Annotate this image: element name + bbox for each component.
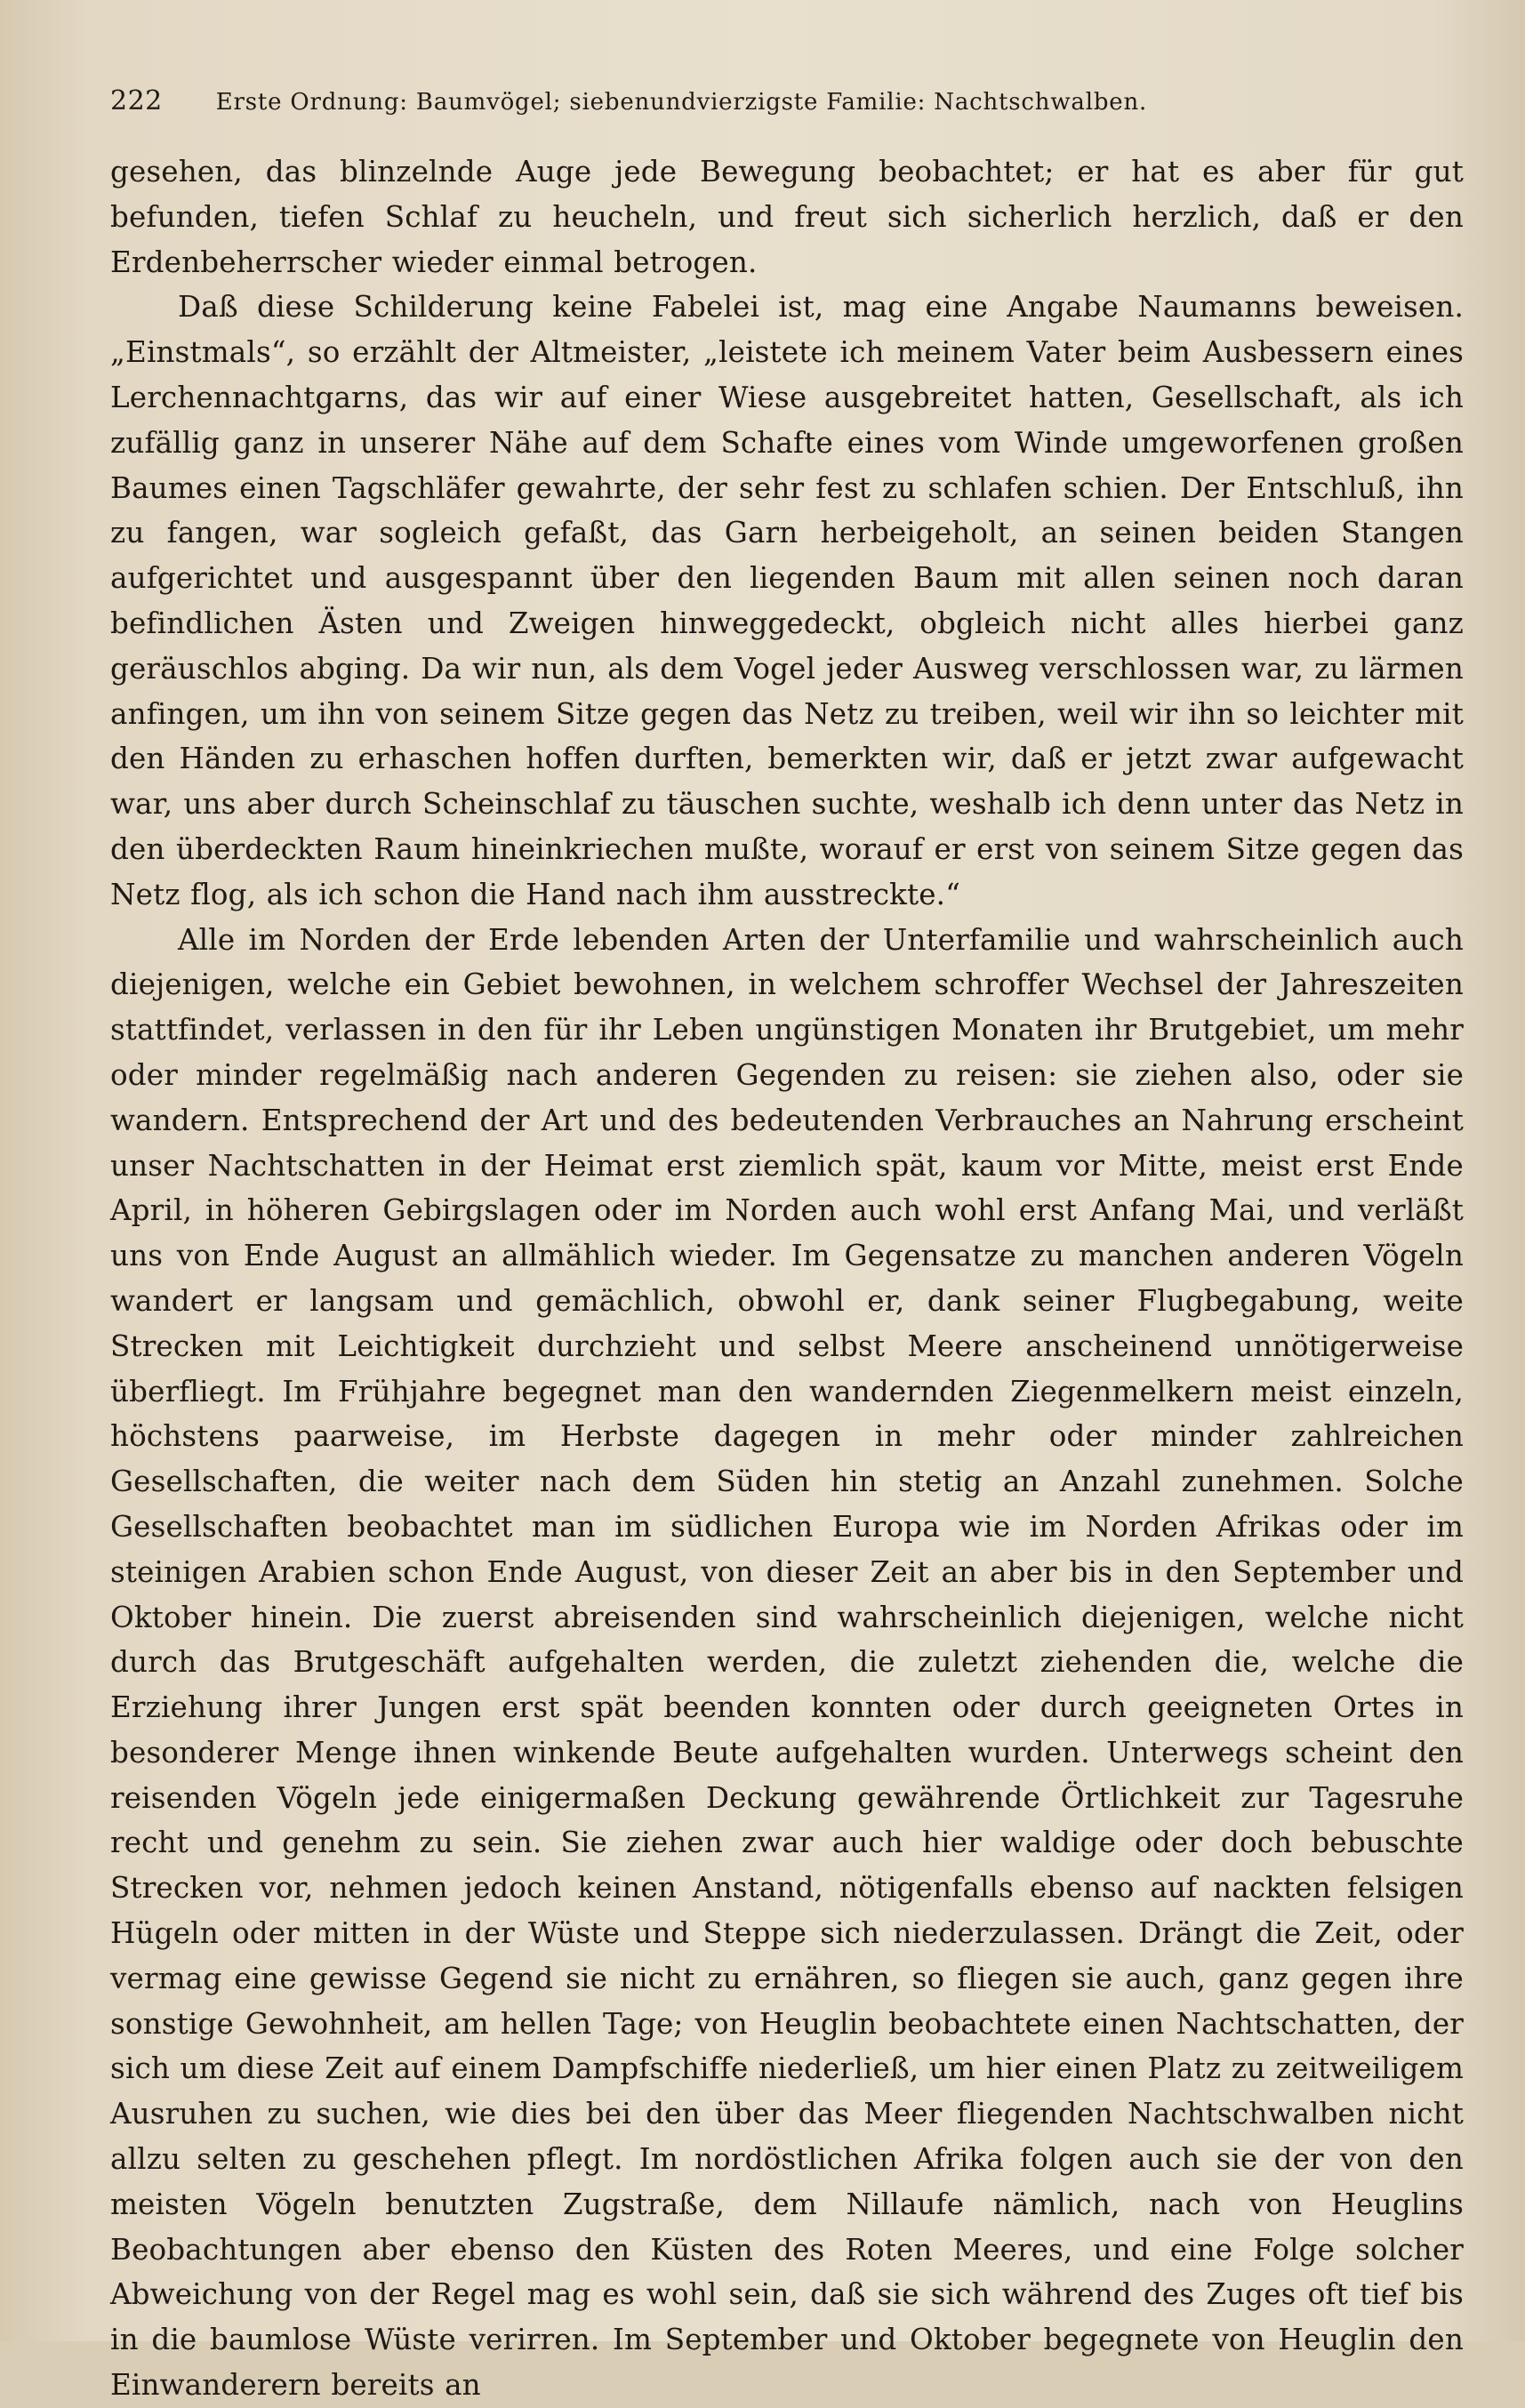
running-title: Erste Ordnung: Baumvögel; siebenundvierzigste Familie: Nachtschwalben.: [215, 89, 1148, 116]
paragraph-3: Alle im Norden der Erde lebenden Arten der Unterfamilie und wahrscheinlich auch diejenigen, welche ein Gebiet bewohnen, in welchem schroffer Wechsel der Jahreszeiten stattfindet, verlassen in den für ihr Leben ungünstigen Monaten ihr Brutgebiet, um mehr oder minder regelmäßig nach anderen Gegenden zu reisen: sie ziehen also, oder sie wandern. Entsprechend der Art und des bedeutenden Verbrauches an Nahrung erscheint unser Nachtschatten in der Heimat erst ziemlich spät, kaum vor Mitte, meist erst Ende April, in höheren Gebirgslagen oder im Norden auch wohl erst Anfang Mai, und verläßt uns von Ende August an allmählich wieder. Im Gegensatze zu manchen anderen Vögeln wandert er langsam und gemächlich, obwohl er, dank seiner Flugbegabung, weite Strecken mit Leichtigkeit durchzieht und selbst Meere anscheinend unnötigerweise überfliegt. Im Frühjahre begegnet man den wandernden Ziegenmelkern meist einzeln, höchstens paarweise, im Herbste dagegen in mehr oder minder zahlreichen Gesellschaften, die weiter nach dem Süden hin stetig an Anzahl zunehmen. Solche Gesellschaften beobachtet man im südlichen Europa wie im Norden Afrikas oder im steinigen Arabien schon Ende August, von dieser Zeit an aber bis in den September und Oktober hinein. Die zuerst abreisenden sind wahrscheinlich diejenigen, welche nicht durch das Brutgeschäft aufgehalten werden, die zuletzt ziehenden die, welche die Erziehung ihrer Jungen erst spät beenden konnten oder durch geeigneten Ortes in besonderer Menge ihnen winkende Beute aufgehalten wurden. Unterwegs scheint den reisenden Vögeln jede einigermaßen Deckung gewährende Örtlichkeit zur Tagesruhe recht und genehm zu sein. Sie ziehen zwar auch hier waldige oder doch bebuschte Strecken vor, nehmen jedoch keinen Anstand, nötigenfalls ebenso auf nackten felsigen Hügeln oder mitten in der Wüste und Steppe sich niederzulassen. Drängt die Zeit, oder vermag eine gewisse Gegend sie nicht zu ernähren, so fliegen sie auch, ganz gegen ihre sonstige Gewohnheit, am hellen Tage; von Heuglin beobachtete einen Nachtschatten, der sich um diese Zeit auf einem Dampfschiffe niederließ, um hier einen Platz zu zeitweiligem Ausruhen zu suchen, wie dies bei den über das Meer fliegenden Nachtschwalben nicht allzu selten zu geschehen pflegt. Im nordöstlichen Afrika folgen auch sie der von den meisten Vögeln benutzten Zugstraße, dem Nillaufe nämlich, nach von Heuglins Beobachtungen aber ebenso den Küsten des Roten Meeres, und eine Folge solcher Abweichung von der Regel mag es wohl sein, daß sie sich während des Zuges oft tief bis in die baumlose Wüste verirren. Im September und Oktober begegnete von Heuglin den Einwanderern bereits an: [110, 922, 1464, 2403]
page-number: 222: [110, 85, 163, 116]
page-header: [110, 85, 1462, 124]
paragraph-2: Daß diese Schilderung keine Fabelei ist, mag eine Angabe Naumanns beweisen. „Einstmals“, so erzählt der Altmeister, „leistete ich meinem Vater beim Ausbessern eines Lerchennachtgarns, das wir auf einer Wiese ausgebreitet hatten, Gesellschaft, als ich zufällig ganz in unserer Nähe auf dem Schafte eines vom Winde umgeworfenen großen Baumes einen Tagschläfer gewahrte, der sehr fest zu schlafen schien. Der Entschluß, ihn zu fangen, war sogleich gefaßt, das Garn herbeigeholt, an seinen beiden Stangen aufgerichtet und ausgespannt über den liegenden Baum mit allen seinen noch daran befindlichen Ästen und Zweigen hinweggedeckt, obgleich nicht alles hierbei ganz geräuschlos abging. Da wir nun, als dem Vogel jeder Ausweg verschlossen war, zu lärmen anfingen, um ihn von seinem Sitze gegen das Netz zu treiben, weil wir ihn so leichter mit den Händen zu erhaschen hoffen durften, bemerkten wir, daß er jetzt zwar aufgewacht war, uns aber durch Scheinschlaf zu täuschen suchte, weshalb ich denn unter das Netz in den überdeckten Raum hineinkriechen mußte, worauf er erst von seinem Sitze gegen das Netz flog, als ich schon die Hand nach ihm ausstreckte.“: [110, 290, 1464, 911]
paragraph-1: gesehen, das blinzelnde Auge jede Bewegung beobachtet; er hat es aber für gut befunden, tiefen Schlaf zu heucheln, und freut sich sicherlich herzlich, daß er den Erdenbeherrscher wieder einmal betrogen.: [110, 155, 1464, 279]
body-text: [110, 149, 1464, 2408]
